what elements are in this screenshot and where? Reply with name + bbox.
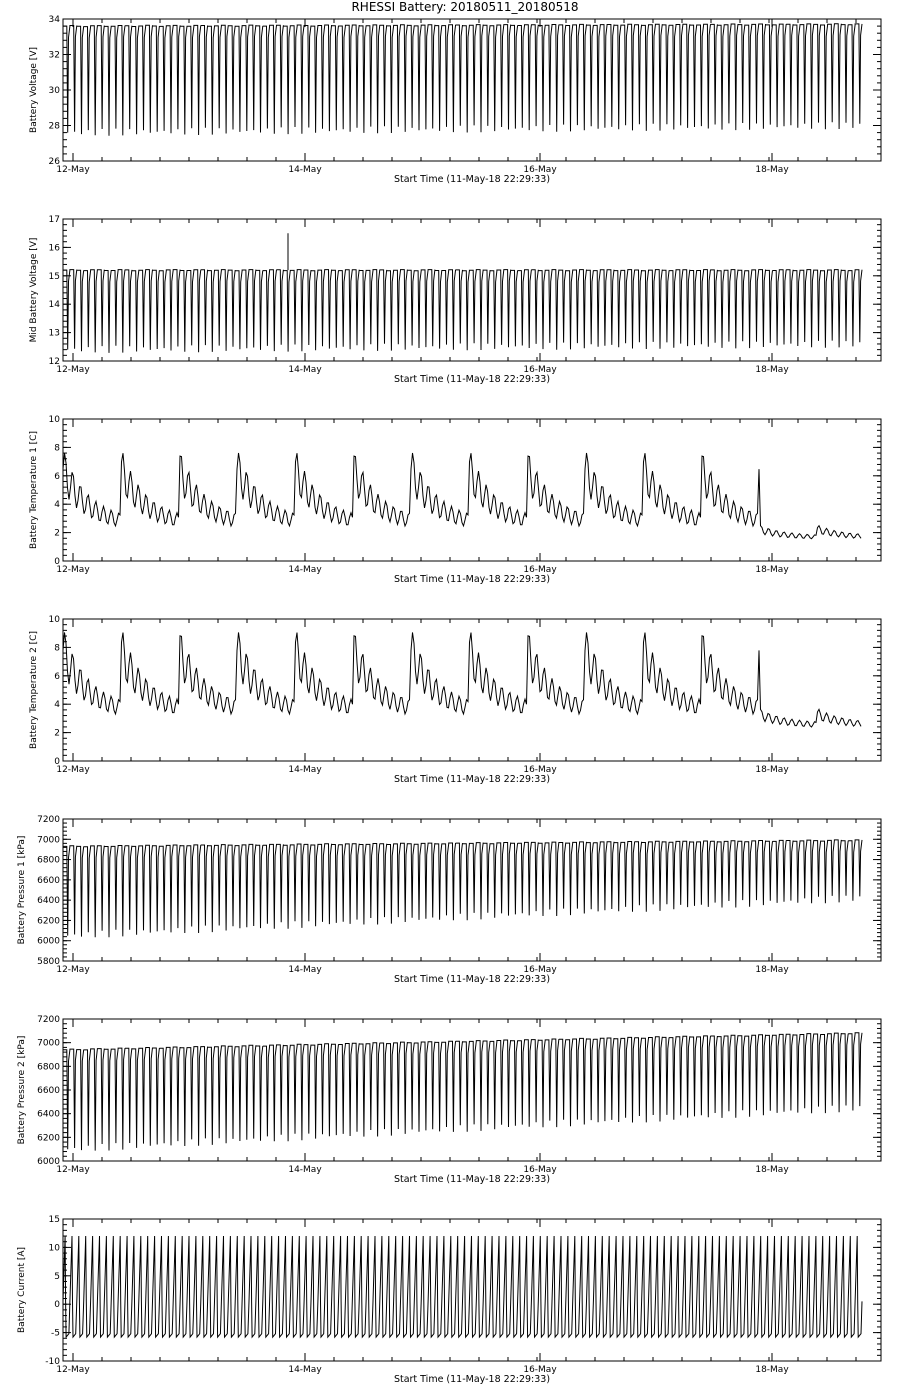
y-tick-label: -10 <box>45 1357 60 1367</box>
x-tick-label: 18-May <box>755 365 789 375</box>
x-tick-label: 16-May <box>523 765 557 775</box>
y-tick-label: 6600 <box>37 875 60 886</box>
x-tick-label: 12-May <box>56 1365 90 1375</box>
chart-panel-6 <box>17 1015 881 1185</box>
chart-panel-5 <box>17 815 881 985</box>
series-line <box>63 1236 862 1337</box>
y-tick-label: 5800 <box>37 957 60 967</box>
series-line <box>63 840 862 937</box>
x-tick-label: 18-May <box>755 765 789 775</box>
x-axis-label: Start Time (11-May-18 22:29:33) <box>393 774 551 785</box>
x-tick-label: 16-May <box>523 365 557 375</box>
x-tick-label: 16-May <box>523 565 557 575</box>
y-tick-label: 15 <box>48 271 60 282</box>
y-tick-label: 6400 <box>37 896 60 907</box>
x-tick-label: 14-May <box>288 965 322 975</box>
x-tick-label: 12-May <box>56 565 90 575</box>
y-tick-label: 5 <box>54 1271 60 1282</box>
y-axis-label: Battery Current [A] <box>17 1246 27 1334</box>
y-tick-label: 4 <box>54 500 60 511</box>
x-tick-label: 16-May <box>523 1165 557 1175</box>
y-tick-label: 6800 <box>37 855 60 866</box>
y-axis-label: Battery Pressure 2 [kPa] <box>17 1035 27 1145</box>
series-line <box>63 1033 862 1151</box>
x-axis-label: Start Time (11-May-18 22:29:33) <box>393 174 551 185</box>
x-tick-label: 14-May <box>288 1365 322 1375</box>
series-line <box>63 632 861 727</box>
x-tick-label: 18-May <box>755 1365 789 1375</box>
y-tick-label: 13 <box>48 328 60 339</box>
y-tick-label: 4 <box>54 700 60 711</box>
x-tick-label: 14-May <box>288 365 322 375</box>
x-tick-label: 18-May <box>755 165 789 175</box>
y-axis-label: Mid Battery Voltage [V] <box>29 237 39 343</box>
y-tick-label: 6 <box>54 671 60 682</box>
y-tick-label: 12 <box>48 357 60 367</box>
panels-group <box>17 15 881 1385</box>
y-tick-label: 6600 <box>37 1086 60 1096</box>
y-tick-label: 8 <box>54 443 60 454</box>
y-tick-label: 6000 <box>37 1157 60 1167</box>
chart-panel-3 <box>29 415 881 585</box>
y-tick-label: 0 <box>54 557 60 567</box>
y-tick-label: 6800 <box>37 1062 60 1073</box>
y-tick-label: 10 <box>48 615 60 625</box>
x-tick-label: 16-May <box>523 165 557 175</box>
x-tick-label: 14-May <box>288 1165 322 1175</box>
x-axis-label: Start Time (11-May-18 22:29:33) <box>393 1174 551 1185</box>
chart-panel-2 <box>29 215 881 385</box>
y-tick-label: 6 <box>54 471 60 482</box>
y-tick-label: 0 <box>54 757 60 767</box>
y-axis-label: Battery Temperature 1 [C] <box>29 431 39 549</box>
y-tick-label: 6400 <box>37 1109 60 1120</box>
y-tick-label: 2 <box>54 728 60 739</box>
y-tick-label: 10 <box>48 415 60 425</box>
y-tick-label: -5 <box>51 1328 60 1339</box>
chart-panel-4 <box>29 615 881 785</box>
x-tick-label: 12-May <box>56 1165 90 1175</box>
y-tick-label: 26 <box>48 157 60 167</box>
y-tick-label: 10 <box>48 1243 60 1254</box>
y-tick-label: 17 <box>48 215 60 225</box>
x-axis-label: Start Time (11-May-18 22:29:33) <box>393 1374 551 1385</box>
x-axis-label: Start Time (11-May-18 22:29:33) <box>393 974 551 985</box>
y-axis-label: Battery Pressure 1 [kPa] <box>17 835 27 945</box>
x-tick-label: 14-May <box>288 165 322 175</box>
y-tick-label: 6200 <box>37 1133 60 1144</box>
y-tick-label: 7000 <box>37 835 60 846</box>
chart-panel-1 <box>29 15 881 185</box>
y-tick-label: 7200 <box>37 1015 60 1025</box>
y-axis-label: Battery Voltage [V] <box>29 47 39 133</box>
y-tick-label: 7000 <box>37 1038 60 1049</box>
x-tick-label: 14-May <box>288 565 322 575</box>
y-tick-label: 30 <box>48 86 60 96</box>
series-line <box>63 453 861 539</box>
y-tick-label: 2 <box>54 528 60 539</box>
y-tick-label: 8 <box>54 643 60 654</box>
y-tick-label: 15 <box>48 1215 60 1225</box>
x-tick-label: 18-May <box>755 1165 789 1175</box>
series-line <box>63 24 862 136</box>
chart-panel-7 <box>17 1215 881 1385</box>
x-axis-label: Start Time (11-May-18 22:29:33) <box>393 374 551 385</box>
x-tick-label: 18-May <box>755 965 789 975</box>
figure-title: RHESSI Battery: 20180511_20180518 <box>351 0 579 14</box>
x-tick-label: 16-May <box>523 1365 557 1375</box>
x-tick-label: 12-May <box>56 965 90 975</box>
y-tick-label: 0 <box>54 1300 60 1311</box>
y-tick-label: 32 <box>48 50 60 61</box>
x-tick-label: 18-May <box>755 565 789 575</box>
y-tick-label: 16 <box>48 243 60 254</box>
y-axis-label: Battery Temperature 2 [C] <box>29 631 39 749</box>
y-tick-label: 34 <box>48 15 60 25</box>
y-tick-label: 28 <box>48 121 60 132</box>
y-tick-label: 6000 <box>37 936 60 947</box>
x-tick-label: 14-May <box>288 765 322 775</box>
x-axis-label: Start Time (11-May-18 22:29:33) <box>393 574 551 585</box>
series-line <box>63 270 862 353</box>
y-tick-label: 14 <box>48 300 60 311</box>
y-tick-label: 7200 <box>37 815 60 825</box>
x-tick-label: 12-May <box>56 365 90 375</box>
x-tick-label: 12-May <box>56 165 90 175</box>
x-tick-label: 12-May <box>56 765 90 775</box>
x-tick-label: 16-May <box>523 965 557 975</box>
y-tick-label: 6200 <box>37 916 60 927</box>
